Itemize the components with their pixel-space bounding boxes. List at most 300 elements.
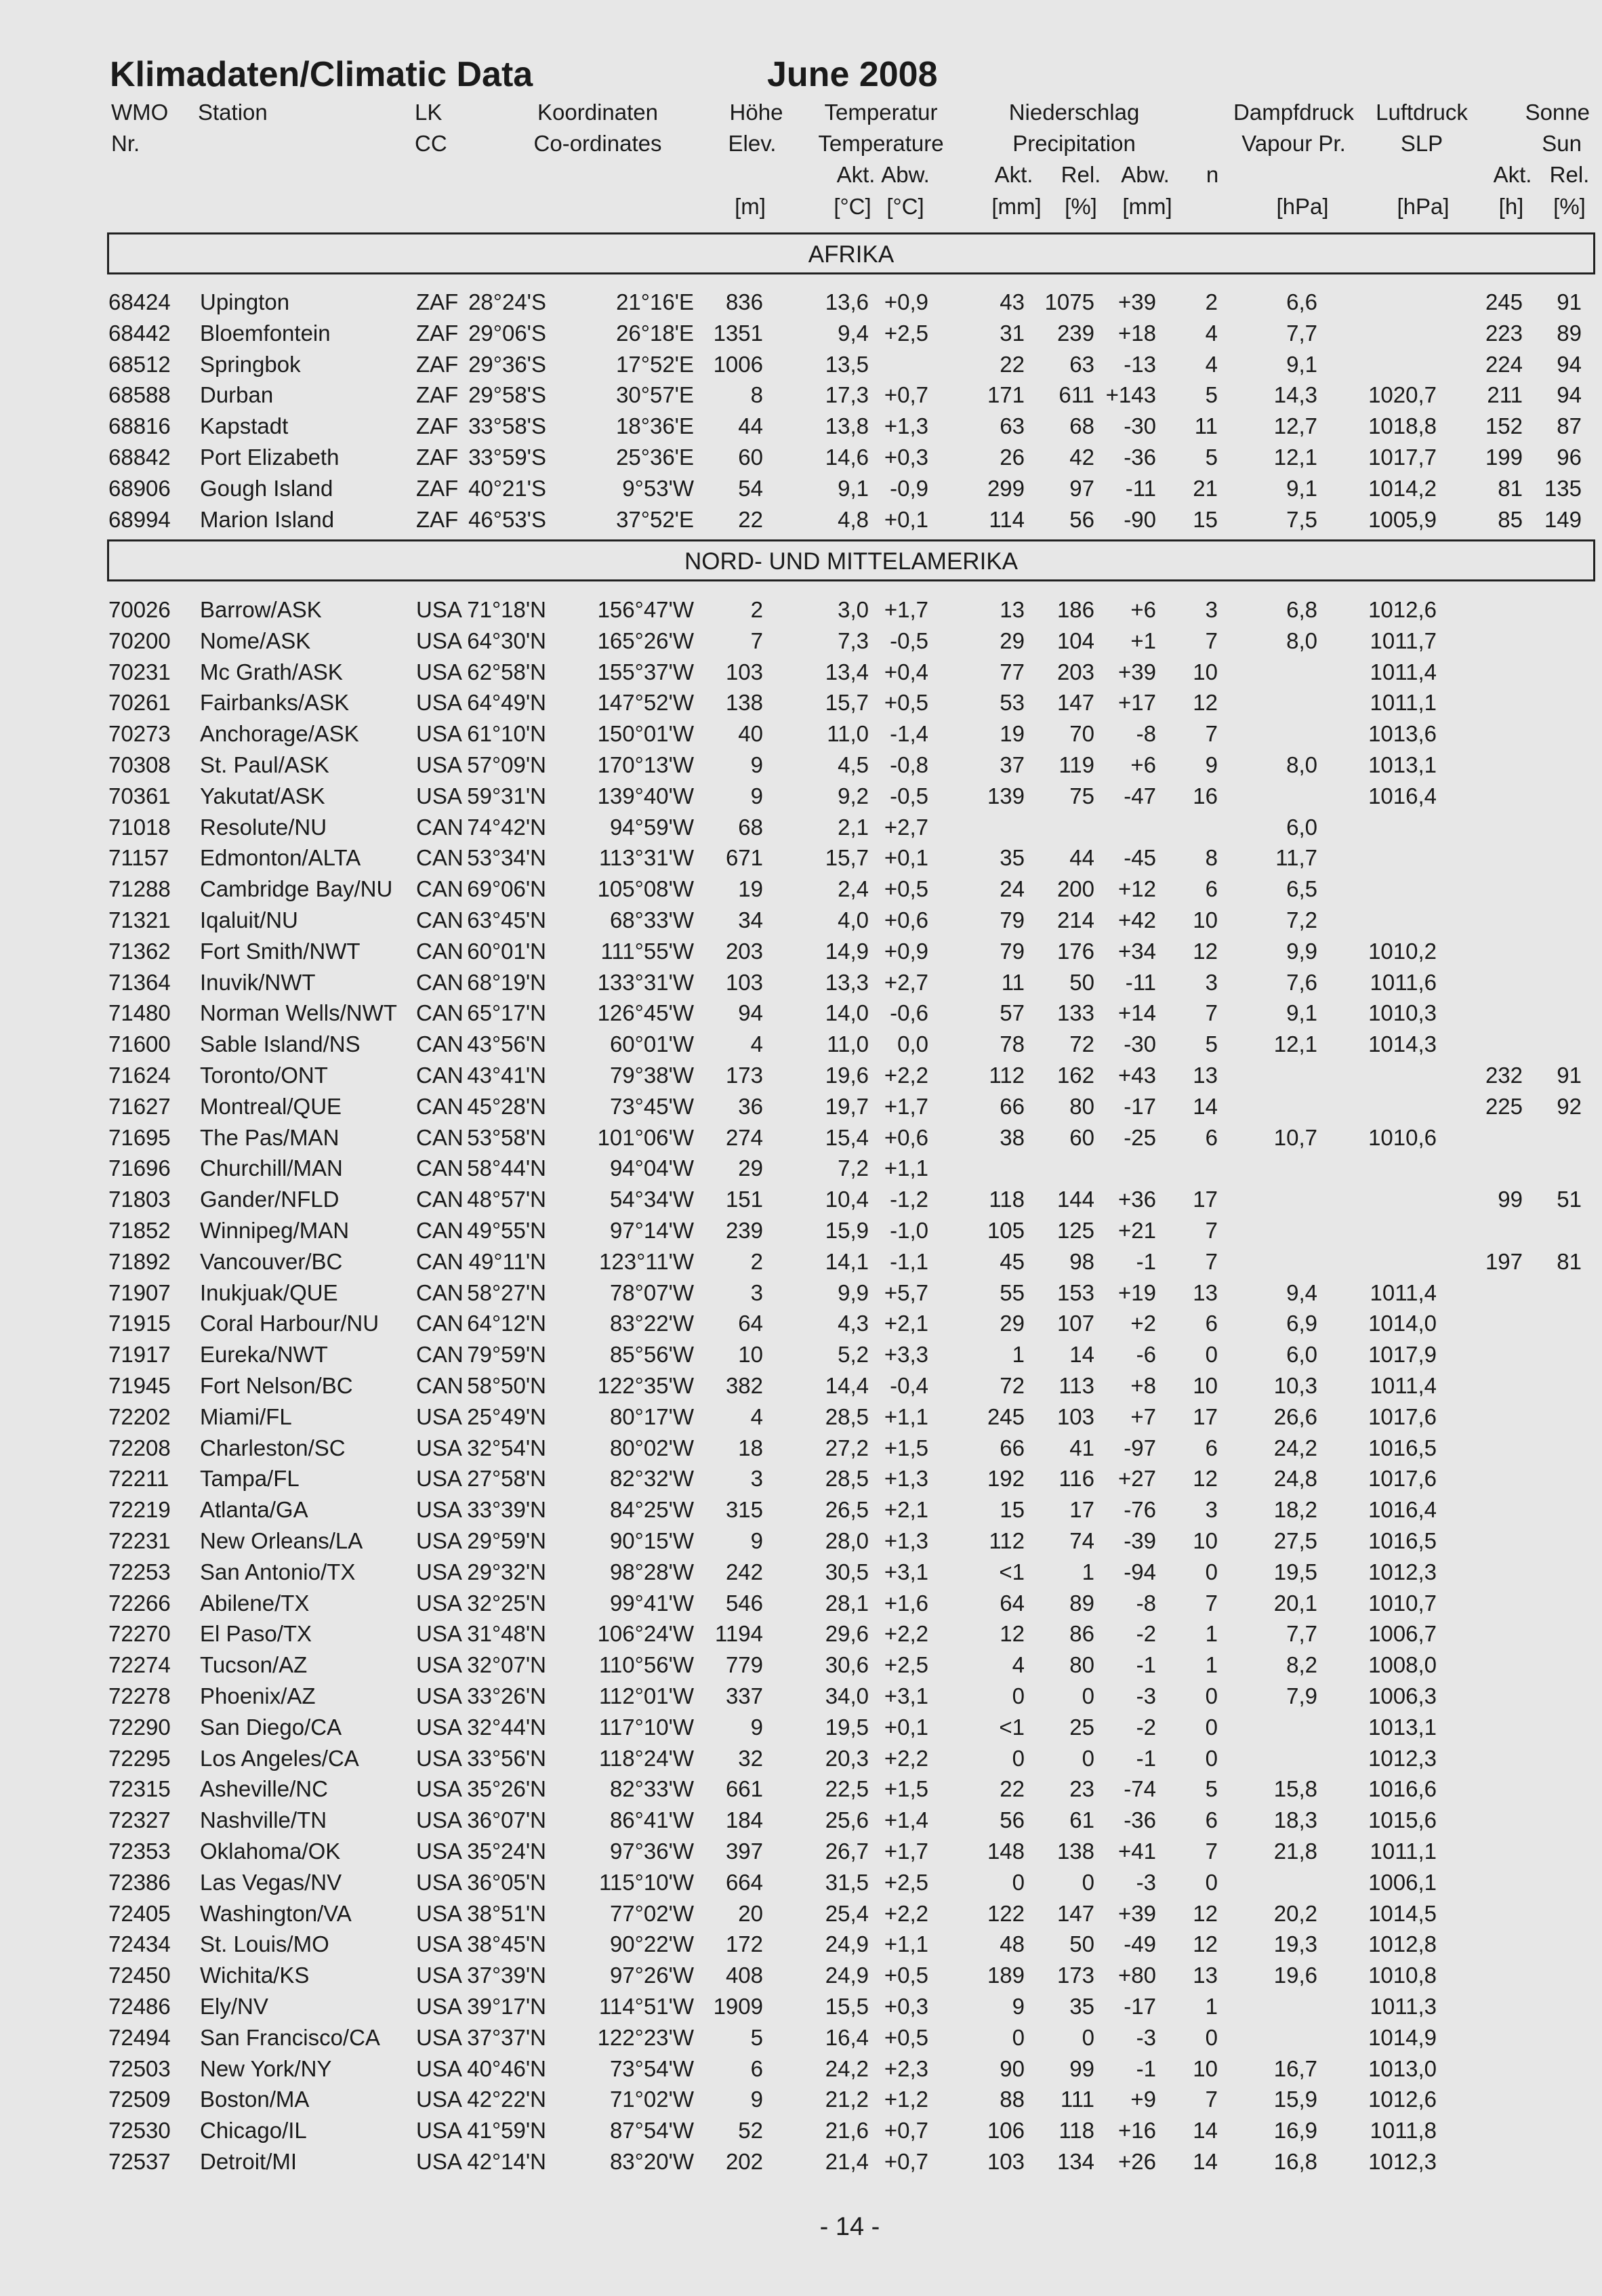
sea-level-pressure: 1016,5 (1368, 1435, 1437, 1460)
table-row (0, 813, 1602, 844)
longitude: 105°08'W (597, 876, 694, 902)
precip-actual: <1 (999, 1559, 1025, 1584)
header-unit-precip-rel: [%] (1065, 194, 1097, 219)
wmo-number: 72537 (108, 2149, 171, 2174)
precip-anomaly: -3 (1136, 2024, 1156, 2050)
temp-anomaly: +2,5 (884, 320, 928, 346)
longitude: 170°13'W (597, 752, 694, 777)
elevation: 36 (738, 1093, 763, 1119)
table-row (0, 1247, 1602, 1278)
elevation: 52 (738, 2118, 763, 2144)
sea-level-pressure: 1010,3 (1368, 1000, 1437, 1026)
wmo-number: 71362 (108, 938, 171, 964)
temp-actual: 34,0 (825, 1683, 869, 1708)
station-name: San Diego/CA (200, 1714, 342, 1740)
header-precip-rel: Rel. (1061, 162, 1101, 187)
temp-actual: 14,4 (825, 1373, 869, 1398)
vapour-pressure: 9,4 (1286, 1279, 1317, 1305)
latitude: 43°56'N (467, 1031, 546, 1057)
elevation: 661 (725, 1776, 763, 1802)
longitude: 30°57'E (616, 382, 694, 408)
country-code: USA (416, 1435, 462, 1460)
temp-anomaly: +2,1 (884, 1497, 928, 1523)
longitude: 112°01'W (599, 1683, 694, 1708)
country-code: ZAF (416, 320, 459, 346)
elevation: 9 (750, 2087, 763, 2112)
temp-actual: 3,0 (838, 597, 869, 622)
header-elevation-en: Elev. (728, 131, 777, 156)
longitude: 78°07'W (609, 1279, 694, 1305)
latitude: 38°51'N (467, 1900, 546, 1926)
temp-actual: 25,4 (825, 1900, 869, 1926)
wmo-number: 71157 (108, 845, 169, 871)
latitude: 59°31'N (467, 783, 546, 808)
precip-anomaly: +80 (1118, 1963, 1156, 1988)
longitude: 79°38'W (609, 1063, 694, 1088)
longitude: 111°55'W (600, 938, 694, 964)
latitude: 40°21'S (468, 475, 546, 501)
sun-hours: 85 (1498, 506, 1523, 532)
precip-anomaly: -6 (1136, 1342, 1156, 1368)
precip-days: 7 (1205, 628, 1218, 653)
section-title: NORD- UND MITTELAMERIKA (684, 548, 1018, 575)
table-row (0, 968, 1602, 999)
precip-days: 14 (1193, 2149, 1218, 2174)
sea-level-pressure: 1011,4 (1370, 1373, 1437, 1398)
station-name: Montreal/QUE (200, 1093, 342, 1119)
latitude: 37°39'N (467, 1963, 546, 1988)
sea-level-pressure: 1012,6 (1368, 2087, 1437, 2112)
vapour-pressure: 7,9 (1286, 1683, 1317, 1708)
elevation: 20 (738, 1900, 763, 1926)
precip-days: 0 (1205, 1745, 1218, 1771)
elevation: 9 (750, 783, 763, 808)
table-row (0, 1153, 1602, 1185)
precip-actual: 19 (1000, 721, 1025, 747)
table-row (0, 1805, 1602, 1837)
elevation: 3 (750, 1466, 763, 1492)
elevation: 54 (738, 475, 763, 501)
country-code: USA (416, 2055, 462, 2081)
precip-rel: 107 (1056, 1311, 1094, 1336)
table-row (0, 1929, 1602, 1961)
station-name: Fort Smith/NWT (200, 938, 361, 964)
latitude: 36°07'N (467, 1807, 546, 1833)
precip-rel: 133 (1056, 1000, 1094, 1026)
header-cc: CC (415, 131, 447, 156)
temp-actual: 7,3 (838, 628, 869, 653)
sea-level-pressure: 1017,6 (1368, 1403, 1437, 1429)
latitude: 64°12'N (467, 1311, 546, 1336)
longitude: 123°11'W (599, 1248, 694, 1274)
precip-actual: 88 (1000, 2087, 1025, 2112)
latitude: 33°26'N (467, 1683, 546, 1708)
precip-anomaly: -36 (1124, 1807, 1156, 1833)
latitude: 63°45'N (467, 907, 546, 932)
country-code: USA (416, 1931, 462, 1957)
precip-anomaly: +34 (1118, 938, 1156, 964)
wmo-number: 72208 (108, 1435, 171, 1460)
longitude: 17°52'E (616, 351, 694, 377)
precip-rel: 153 (1056, 1279, 1094, 1305)
header-station: Station (198, 100, 268, 125)
temp-anomaly: +0,3 (884, 1994, 928, 2019)
vapour-pressure: 9,1 (1286, 1000, 1317, 1026)
longitude: 18°36'E (616, 413, 694, 439)
country-code: USA (416, 1900, 462, 1926)
elevation: 664 (725, 1869, 763, 1895)
temp-anomaly: +2,3 (884, 2055, 928, 2081)
latitude: 71°18'N (467, 597, 546, 622)
country-code: USA (416, 2118, 462, 2144)
sea-level-pressure: 1014,3 (1368, 1031, 1437, 1057)
temp-anomaly: +3,1 (884, 1559, 928, 1584)
precip-anomaly: +36 (1118, 1187, 1156, 1212)
precip-actual: 79 (1000, 907, 1025, 932)
latitude: 32°44'N (467, 1714, 546, 1740)
precip-rel: 138 (1056, 1839, 1094, 1864)
latitude: 29°36'S (468, 351, 546, 377)
table-row (0, 1744, 1602, 1775)
sun-rel: 94 (1557, 382, 1582, 408)
precip-rel: 116 (1059, 1466, 1094, 1492)
wmo-number: 68994 (108, 506, 171, 532)
station-name: Coral Harbour/NU (200, 1311, 379, 1336)
precip-anomaly: -30 (1124, 1031, 1156, 1057)
temp-anomaly: +2,5 (884, 1869, 928, 1895)
temp-anomaly: -1,2 (890, 1187, 928, 1212)
longitude: 101°06'W (597, 1124, 694, 1150)
longitude: 26°18'E (616, 320, 694, 346)
precip-days: 5 (1205, 1031, 1218, 1057)
precip-rel: 25 (1069, 1714, 1094, 1740)
latitude: 58°50'N (467, 1373, 546, 1398)
station-name: Edmonton/ALTA (200, 845, 361, 871)
precip-days: 0 (1205, 1559, 1218, 1584)
header-unit-sun-akt: [h] (1498, 194, 1524, 219)
precip-anomaly: -13 (1124, 351, 1156, 377)
table-row (0, 1588, 1602, 1620)
precip-days: 10 (1193, 659, 1218, 684)
precip-rel: 61 (1069, 1807, 1094, 1833)
sea-level-pressure: 1012,3 (1368, 2149, 1437, 2174)
precip-actual: 0 (1012, 1745, 1025, 1771)
precip-anomaly: -8 (1136, 721, 1156, 747)
precip-anomaly: +143 (1105, 382, 1156, 408)
precip-actual: 35 (1000, 845, 1025, 871)
precip-actual: 15 (1000, 1497, 1025, 1523)
country-code: USA (416, 1869, 462, 1895)
latitude: 68°19'N (467, 969, 546, 995)
temp-anomaly: +1,3 (884, 1466, 928, 1492)
temp-anomaly: -1,0 (890, 1218, 928, 1243)
wmo-number: 71852 (108, 1218, 171, 1243)
precip-rel: 80 (1069, 1652, 1094, 1678)
precip-actual: 299 (987, 475, 1025, 501)
sea-level-pressure: 1006,1 (1368, 1869, 1437, 1895)
precip-rel: 72 (1069, 1031, 1094, 1057)
precip-actual: 55 (1000, 1279, 1025, 1305)
table-row (0, 474, 1602, 505)
temp-actual: 14,0 (825, 1000, 869, 1026)
precip-rel: 63 (1069, 351, 1094, 377)
sea-level-pressure: 1016,4 (1368, 1497, 1437, 1523)
temp-actual: 4,3 (838, 1311, 869, 1336)
longitude: 25°36'E (616, 445, 694, 470)
precip-actual: <1 (999, 1714, 1025, 1740)
precip-days: 6 (1205, 1124, 1218, 1150)
temp-actual: 15,9 (825, 1218, 869, 1243)
precip-actual: 56 (1000, 1807, 1025, 1833)
temp-anomaly: +2,2 (884, 1063, 928, 1088)
precip-days: 7 (1205, 1590, 1218, 1616)
sun-hours: 223 (1485, 320, 1523, 346)
station-name: Upington (200, 289, 290, 314)
precip-rel: 611 (1059, 382, 1094, 408)
station-name: Inukjuak/QUE (200, 1279, 338, 1305)
precip-days: 7 (1205, 1000, 1218, 1026)
vapour-pressure: 24,2 (1273, 1435, 1317, 1460)
wmo-number: 71018 (108, 814, 171, 840)
temp-actual: 9,1 (838, 475, 869, 501)
temp-anomaly: +1,6 (884, 1590, 928, 1616)
elevation: 32 (738, 1745, 763, 1771)
station-name: Wichita/KS (200, 1963, 310, 1988)
precip-days: 1 (1205, 1994, 1218, 2019)
header-unit-precip-abw: [mm] (1122, 194, 1172, 219)
table-row (0, 1992, 1602, 2023)
station-name: Washington/VA (200, 1900, 352, 1926)
wmo-number: 72509 (108, 2087, 171, 2112)
table-row (0, 1961, 1602, 1992)
elevation: 274 (725, 1124, 763, 1150)
country-code: USA (416, 721, 462, 747)
precip-actual: 77 (1000, 659, 1025, 684)
station-name: Tucson/AZ (200, 1652, 308, 1678)
temp-anomaly: -0,9 (890, 475, 928, 501)
table-row (0, 505, 1602, 536)
header-lk: LK (415, 100, 443, 125)
precip-actual: 106 (987, 2118, 1025, 2144)
header-sun-rel: Rel. (1549, 162, 1590, 187)
station-name: Barrow/ASK (200, 597, 322, 622)
precip-days: 3 (1205, 969, 1218, 995)
sea-level-pressure: 1017,7 (1368, 445, 1437, 470)
sea-level-pressure: 1005,9 (1368, 506, 1437, 532)
longitude: 139°40'W (597, 783, 694, 808)
table-row (0, 443, 1602, 474)
temp-anomaly: -0,5 (890, 783, 928, 808)
country-code: USA (416, 1807, 462, 1833)
table-row (0, 750, 1602, 781)
precip-rel: 125 (1056, 1218, 1094, 1243)
page-number: - 14 - (819, 2213, 880, 2241)
longitude: 85°56'W (609, 1342, 694, 1368)
precip-rel: 41 (1069, 1435, 1094, 1460)
station-name: Abilene/TX (200, 1590, 310, 1616)
station-name: Winnipeg/MAN (200, 1218, 350, 1243)
elevation: 382 (725, 1373, 763, 1398)
sun-hours: 197 (1485, 1248, 1523, 1274)
wmo-number: 71803 (108, 1187, 171, 1212)
temp-actual: 15,4 (825, 1124, 869, 1150)
sea-level-pressure: 1011,3 (1370, 1994, 1437, 2019)
precip-actual: 105 (987, 1218, 1025, 1243)
vapour-pressure: 8,2 (1286, 1652, 1317, 1678)
precip-anomaly: +7 (1130, 1403, 1156, 1429)
temp-anomaly: +1,1 (884, 1155, 928, 1181)
elevation: 6 (750, 2055, 763, 2081)
precip-days: 10 (1193, 2055, 1218, 2081)
station-name: Gough Island (200, 475, 333, 501)
sea-level-pressure: 1011,4 (1370, 659, 1437, 684)
precip-anomaly: -30 (1124, 413, 1156, 439)
precip-rel: 56 (1069, 506, 1094, 532)
header-sun-akt: Akt. (1493, 162, 1532, 187)
wmo-number: 68424 (108, 289, 171, 314)
precip-anomaly: +16 (1118, 2118, 1156, 2144)
table-row (0, 2116, 1602, 2147)
elevation: 9 (750, 1528, 763, 1553)
station-name: Tampa/FL (200, 1466, 300, 1492)
wmo-number: 72266 (108, 1590, 171, 1616)
precip-rel: 103 (1056, 1403, 1094, 1429)
precip-anomaly: -90 (1124, 506, 1156, 532)
elevation: 1351 (713, 320, 763, 346)
station-name: Mc Grath/ASK (200, 659, 343, 684)
latitude: 32°54'N (467, 1435, 546, 1460)
country-code: USA (416, 783, 462, 808)
precip-actual: 38 (1000, 1124, 1025, 1150)
precip-rel: 14 (1069, 1342, 1094, 1368)
precip-actual: 1 (1012, 1342, 1025, 1368)
table-row (0, 937, 1602, 968)
temp-anomaly: +1,3 (884, 413, 928, 439)
elevation: 2 (750, 1248, 763, 1274)
precip-anomaly: +41 (1118, 1839, 1156, 1864)
precip-days: 12 (1193, 1900, 1218, 1926)
elevation: 779 (725, 1652, 763, 1678)
section-header-africa (107, 232, 1595, 274)
temp-anomaly: +2,2 (884, 1621, 928, 1647)
station-name: Atlanta/GA (200, 1497, 308, 1523)
country-code: CAN (416, 1155, 464, 1181)
country-code: CAN (416, 1124, 464, 1150)
country-code: USA (416, 2087, 462, 2112)
precip-rel: 89 (1069, 1590, 1094, 1616)
precip-rel: 44 (1069, 845, 1094, 871)
vapour-pressure: 10,7 (1273, 1124, 1317, 1150)
precip-days: 14 (1193, 1093, 1218, 1119)
sea-level-pressure: 1014,2 (1368, 475, 1437, 501)
precip-anomaly: +6 (1130, 597, 1156, 622)
precip-actual: 0 (1012, 2024, 1025, 2050)
latitude: 35°26'N (467, 1776, 546, 1802)
longitude: 80°02'W (609, 1435, 694, 1460)
table-row (0, 1526, 1602, 1557)
wmo-number: 72231 (108, 1528, 171, 1553)
temp-actual: 4,0 (838, 907, 869, 932)
longitude: 94°04'W (609, 1155, 694, 1181)
vapour-pressure: 18,2 (1273, 1497, 1317, 1523)
precip-rel: 113 (1059, 1373, 1094, 1398)
sea-level-pressure: 1012,3 (1368, 1559, 1437, 1584)
precip-days: 10 (1193, 1528, 1218, 1553)
precip-days: 8 (1205, 845, 1218, 871)
longitude: 97°36'W (609, 1839, 694, 1864)
precip-actual: 139 (987, 783, 1025, 808)
precip-rel: 176 (1056, 938, 1094, 964)
precip-days: 10 (1193, 1373, 1218, 1398)
precip-rel: 97 (1069, 475, 1094, 501)
vapour-pressure: 16,8 (1273, 2149, 1317, 2174)
precip-days: 3 (1205, 1497, 1218, 1523)
wmo-number: 70273 (108, 721, 171, 747)
precip-actual: 57 (1000, 1000, 1025, 1026)
elevation: 40 (738, 721, 763, 747)
longitude: 150°01'W (597, 721, 694, 747)
table-row (0, 1092, 1602, 1123)
country-code: CAN (416, 1031, 464, 1057)
sea-level-pressure: 1006,7 (1368, 1621, 1437, 1647)
country-code: CAN (416, 1373, 464, 1398)
sun-hours: 232 (1485, 1063, 1523, 1088)
longitude: 106°24'W (597, 1621, 694, 1647)
table-row (0, 287, 1602, 319)
sun-hours: 199 (1485, 445, 1523, 470)
country-code: CAN (416, 1218, 464, 1243)
longitude: 133°31'W (597, 969, 694, 995)
latitude: 39°17'N (467, 1994, 546, 2019)
latitude: 48°57'N (467, 1187, 546, 1212)
precip-actual: 192 (987, 1466, 1025, 1492)
precip-days: 16 (1193, 783, 1218, 808)
wmo-number: 72434 (108, 1931, 171, 1957)
longitude: 99°41'W (609, 1590, 694, 1616)
header-unit-precip-akt: [mm] (991, 194, 1042, 219)
precip-actual: 4 (1012, 1652, 1025, 1678)
latitude: 53°58'N (467, 1124, 546, 1150)
elevation: 203 (725, 938, 763, 964)
country-code: CAN (416, 1279, 464, 1305)
precip-actual: 171 (987, 382, 1025, 408)
latitude: 35°24'N (467, 1839, 546, 1864)
station-name: Marion Island (200, 506, 335, 532)
precip-anomaly: +19 (1118, 1279, 1156, 1305)
temp-anomaly: +0,5 (884, 1963, 928, 1988)
precip-rel: 203 (1056, 659, 1094, 684)
station-name: New Orleans/LA (200, 1528, 363, 1553)
longitude: 71°02'W (609, 2087, 694, 2112)
latitude: 58°44'N (467, 1155, 546, 1181)
vapour-pressure: 6,0 (1286, 1342, 1317, 1368)
sun-rel: 94 (1557, 351, 1582, 377)
precip-rel: 0 (1082, 2024, 1094, 2050)
header-precipitation: Niederschlag (1008, 100, 1140, 125)
header-unit-elev: [m] (735, 194, 766, 219)
temp-anomaly: +1,7 (884, 597, 928, 622)
temp-anomaly: +2,7 (884, 969, 928, 995)
temp-anomaly: -1,1 (890, 1248, 928, 1274)
wmo-number: 71364 (108, 969, 171, 995)
country-code: CAN (416, 876, 464, 902)
precip-days: 6 (1205, 1807, 1218, 1833)
sea-level-pressure: 1011,6 (1370, 969, 1437, 995)
precip-actual: 48 (1000, 1931, 1025, 1957)
wmo-number: 72202 (108, 1403, 171, 1429)
sea-level-pressure: 1014,0 (1368, 1311, 1437, 1336)
station-name: Nome/ASK (200, 628, 311, 653)
